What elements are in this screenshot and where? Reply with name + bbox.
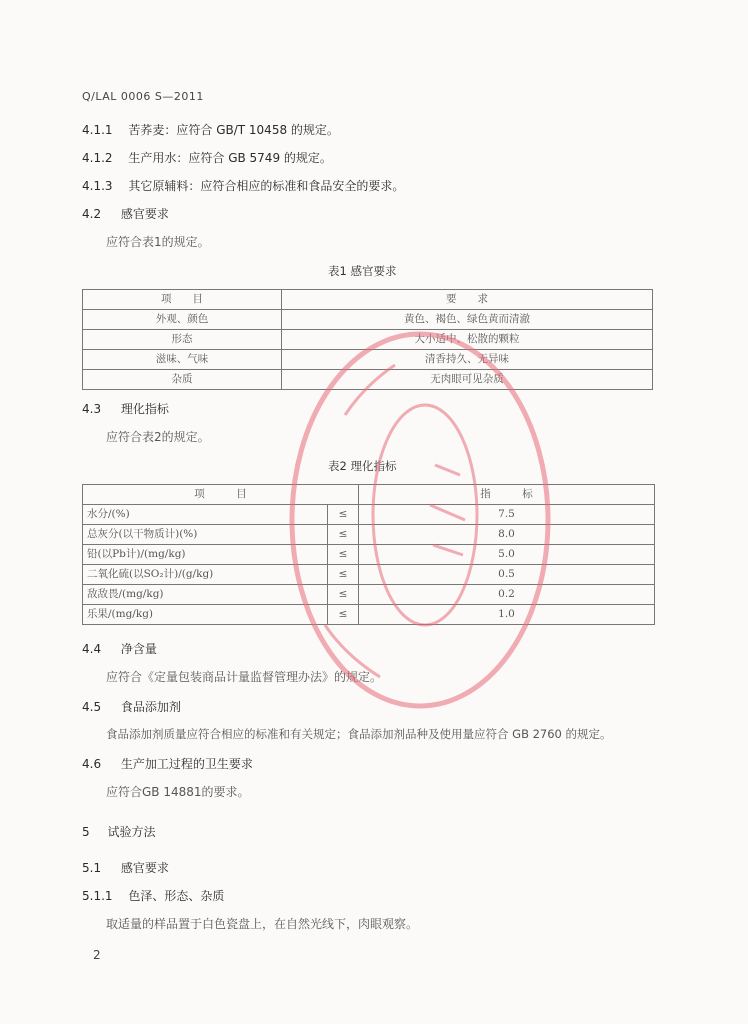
clause-title: 试验方法 [107, 825, 156, 839]
clause-4-2-heading [82, 205, 169, 222]
item-cell: 杂质 [83, 370, 282, 390]
table-row [83, 350, 653, 370]
header-cell: 项 目 [83, 485, 359, 505]
table1-caption: 表1 感官要求 [328, 264, 397, 278]
clause-4-4-heading [82, 640, 157, 657]
item-cell: 敌敌畏/(mg/kg) [83, 585, 328, 605]
clause-title: 色泽、形态、杂质 [128, 889, 225, 903]
header-cell: 指 标 [359, 485, 655, 505]
table-row [83, 585, 655, 605]
clause-text: 苦荞麦：应符合 GB/T 10458 的规定。 [128, 123, 339, 137]
clause-4-1-3 [82, 177, 404, 194]
page-number: 2 [93, 948, 101, 962]
clause-title: 生产加工过程的卫生要求 [120, 757, 253, 771]
table-row [83, 565, 655, 585]
item-cell: 水分/(%) [83, 505, 328, 525]
standard-code: Q/LAL 0006 S—2011 [82, 90, 204, 103]
clause-4-5-body: 食品添加剂质量应符合相应的标准和有关规定；食品添加剂品种及使用量应符合 GB 2760 的规定。 [106, 727, 612, 741]
clause-title: 感官要求 [120, 861, 169, 875]
item-cell: 外观、颜色 [83, 310, 282, 330]
item-cell: 铅(以Pb计)/(mg/kg) [83, 545, 328, 565]
value-cell: 0.5 [359, 565, 655, 585]
operator-cell: ≤ [328, 525, 359, 545]
table-row [83, 310, 653, 330]
item-cell: 滋味、气味 [83, 350, 282, 370]
clause-4-2-body: 应符合表1的规定。 [106, 235, 210, 249]
item-cell: 总灰分(以干物质计)(%) [83, 525, 328, 545]
clause-4-3-body: 应符合表2的规定。 [106, 430, 210, 444]
clause-4-1-2 [82, 149, 332, 166]
clause-number: 4.5 [82, 700, 102, 714]
table-row [83, 605, 655, 625]
clause-title: 净含量 [120, 642, 157, 656]
clause-number: 4.1.2 [82, 151, 113, 165]
clause-number: 5.1.1 [82, 889, 113, 903]
operator-cell: ≤ [328, 565, 359, 585]
clause-5-1-heading [82, 859, 169, 876]
clause-title: 感官要求 [120, 207, 169, 221]
item-cell: 乐果/(mg/kg) [83, 605, 328, 625]
clause-number: 5.1 [82, 861, 102, 875]
header-cell: 要 求 [282, 290, 653, 310]
clause-title: 食品添加剂 [120, 700, 181, 714]
table-sensory [82, 289, 653, 390]
clause-4-5-heading [82, 698, 181, 715]
clause-number: 4.2 [82, 207, 102, 221]
section-5-heading [82, 823, 155, 840]
clause-number: 4.3 [82, 402, 102, 416]
requirement-cell: 无肉眼可见杂质 [282, 370, 653, 390]
table-physicochemical [82, 484, 655, 625]
value-cell: 1.0 [359, 605, 655, 625]
table2-caption: 表2 理化指标 [328, 459, 397, 473]
table-row [83, 505, 655, 525]
clause-number: 4.1.1 [82, 123, 113, 137]
clause-title: 理化指标 [120, 402, 169, 416]
table-row [83, 525, 655, 545]
clause-text: 生产用水：应符合 GB 5749 的规定。 [128, 151, 332, 165]
clause-number: 4.6 [82, 757, 102, 771]
clause-5-1-1-heading [82, 887, 224, 904]
header-cell: 项 目 [83, 290, 282, 310]
clause-number: 4.4 [82, 642, 102, 656]
operator-cell: ≤ [328, 585, 359, 605]
clause-number: 5 [82, 825, 90, 839]
value-cell: 8.0 [359, 525, 655, 545]
requirement-cell: 清香持久、无异味 [282, 350, 653, 370]
table-row [83, 330, 653, 350]
operator-cell: ≤ [328, 605, 359, 625]
item-cell: 形态 [83, 330, 282, 350]
value-cell: 5.0 [359, 545, 655, 565]
clause-4-3-heading [82, 400, 169, 417]
requirement-cell: 黄色、褐色、绿色黄而清澈 [282, 310, 653, 330]
operator-cell: ≤ [328, 545, 359, 565]
value-cell: 0.2 [359, 585, 655, 605]
table-row [83, 370, 653, 390]
table-row [83, 545, 655, 565]
clause-4-4-body: 应符合《定量包装商品计量监督管理办法》的规定。 [106, 670, 383, 684]
item-cell: 二氧化硫(以SO₂计)/(g/kg) [83, 565, 328, 585]
clause-text: 其它原辅料：应符合相应的标准和食品安全的要求。 [128, 179, 405, 193]
table-header-row [83, 290, 653, 310]
clause-5-1-1-body: 取适量的样品置于白色瓷盘上，在自然光线下，肉眼观察。 [106, 917, 419, 931]
value-cell: 7.5 [359, 505, 655, 525]
clause-4-6-heading [82, 755, 253, 772]
clause-4-1-1 [82, 121, 339, 138]
operator-cell: ≤ [328, 505, 359, 525]
clause-number: 4.1.3 [82, 179, 113, 193]
requirement-cell: 大小适中、松散的颗粒 [282, 330, 653, 350]
table-header-row [83, 485, 655, 505]
clause-4-6-body: 应符合GB 14881的要求。 [106, 785, 250, 799]
